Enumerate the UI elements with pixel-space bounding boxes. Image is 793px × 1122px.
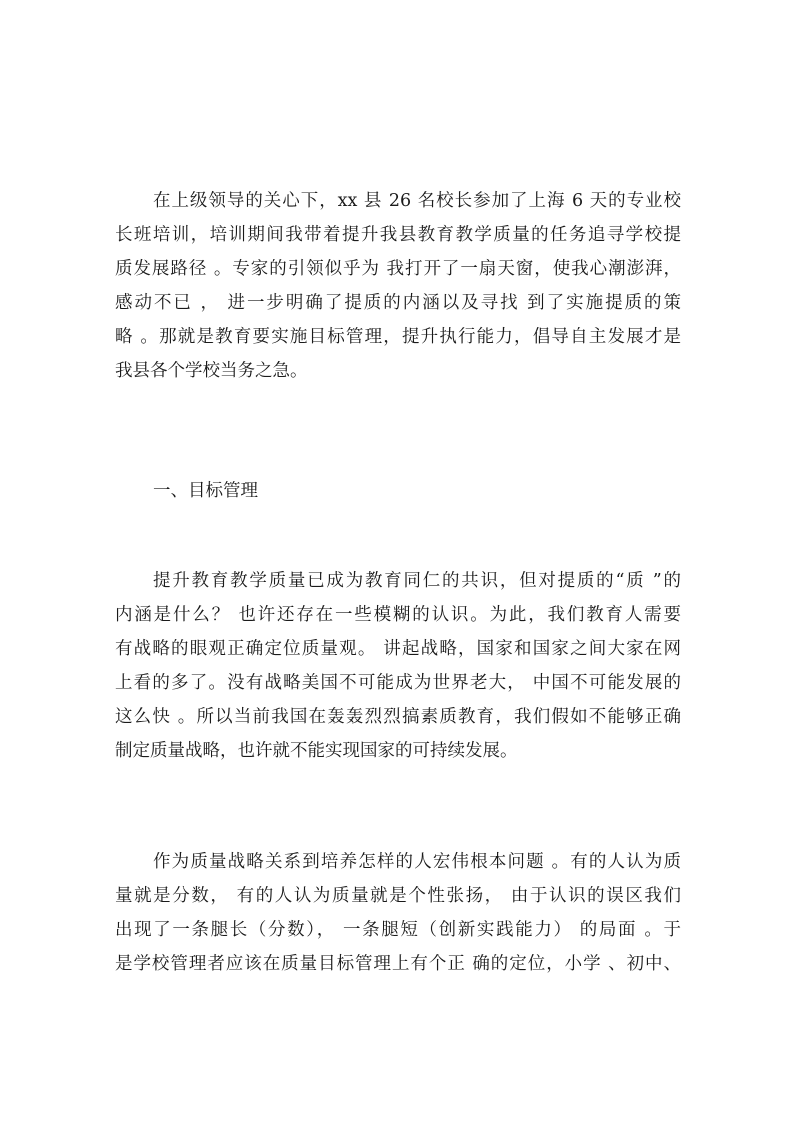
text-line: 略 。那就是教育要实施目标管理，提升执行能力，倡导自主发展才是 <box>115 327 681 347</box>
text-line: 内涵是什么？ 也许还存在一些模糊的认识。为此，我们教育人需要 <box>115 605 681 625</box>
text-line: 制定质量战略，也许就不能实现国家的可持续发展。 <box>115 741 518 761</box>
text-line: 感动不已 ， 进一步明确了提质的内涵以及寻找 到了实施提质的策 <box>115 293 681 313</box>
body-paragraph <box>115 845 681 981</box>
text-line: 长班培训，培训期间我带着提升我县教育教学质量的任务追寻学校提 <box>115 225 681 245</box>
text-line: 在上级领导的关心下，xx 县 26 名校长参加了上海 6 天的专业校 <box>153 191 681 211</box>
text-line: 上看的多了。没有战略美国不可能成为世界老大， 中国不可能发展的 <box>115 673 681 693</box>
section-heading: 一、目标管理 <box>153 481 258 501</box>
text-line: 出现了一条腿长（分数）， 一条腿短（创新实践能力） 的局面 。于 <box>115 920 681 940</box>
text-line: 有战略的眼观正确定位质量观。 讲起战略，国家和国家之间大家在网 <box>115 639 681 659</box>
body-paragraph <box>115 564 681 768</box>
intro-paragraph <box>115 184 681 388</box>
text-line: 我县各个学校当务之急。 <box>115 361 308 381</box>
text-line: 作为质量战略关系到培养怎样的人宏伟根本问题 。有的人认为质 <box>153 852 681 872</box>
text-line: 质发展路径 。专家的引领似乎为 我打开了一扇天窗，使我心潮澎湃， <box>115 259 681 279</box>
text-line: 量就是分数， 有的人认为质量就是个性张扬， 由于认识的误区我们 <box>115 886 681 906</box>
text-line: 提升教育教学质量已成为教育同仁的共识，但对提质的“质 ”的 <box>153 571 681 591</box>
text-line: 这么快 。所以当前我国在轰轰烈烈搞素质教育，我们假如不能够正确 <box>115 707 681 727</box>
text-line: 是学校管理者应该在质量目标管理上有个正 确的定位，小学 、初中、 <box>115 954 681 974</box>
